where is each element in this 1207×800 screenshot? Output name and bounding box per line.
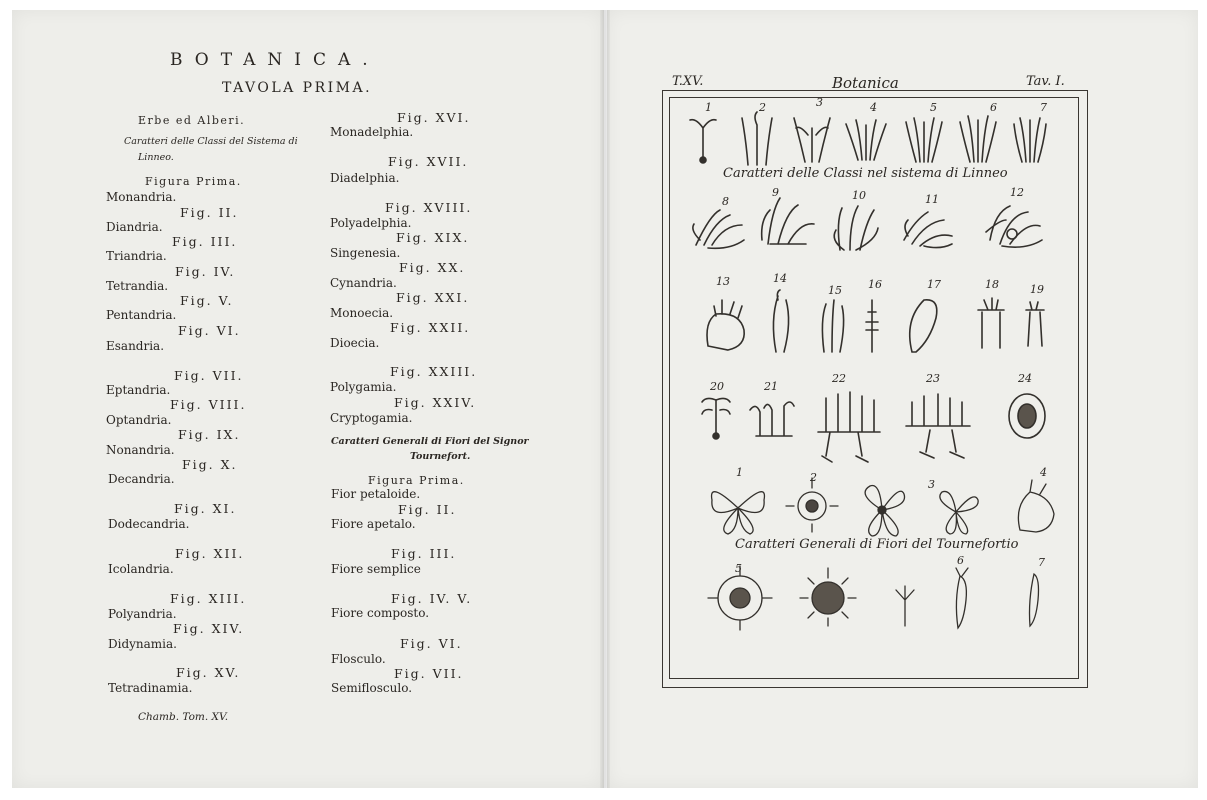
class-name: Optandria. bbox=[106, 413, 172, 427]
figure-number: 17 bbox=[927, 278, 941, 291]
class-name: Cryptogamia. bbox=[330, 411, 413, 425]
figure-label: Fig. XXII. bbox=[390, 320, 471, 335]
tournefort-heading-line1: Caratteri Generali di Fiori del Signor bbox=[331, 436, 529, 447]
class-name: Nonandria. bbox=[106, 443, 175, 457]
figure-number: 22 bbox=[832, 372, 846, 385]
figure-label: Fig. XVII. bbox=[388, 154, 469, 169]
class-name: Diandria. bbox=[106, 220, 163, 234]
stamen-figure-23 bbox=[906, 394, 970, 458]
figure-number: 23 bbox=[926, 372, 940, 385]
class-name: Tetradinamia. bbox=[108, 681, 193, 695]
figure-label: Fig. XV. bbox=[176, 665, 241, 680]
figure-number: 19 bbox=[1030, 283, 1044, 296]
figure-label: Fig. VI. bbox=[400, 636, 463, 651]
class-name: Fiore apetalo. bbox=[331, 517, 416, 531]
figure-number: 6 bbox=[957, 554, 964, 567]
stamen-figure-21 bbox=[750, 402, 794, 436]
plate-caption-linneo: Caratteri delle Classi nel sistema di Linneo bbox=[723, 166, 1008, 181]
stamen-figure-6 bbox=[960, 116, 996, 162]
stamen-figure-15 bbox=[822, 300, 843, 352]
figure-number: 1 bbox=[705, 101, 712, 114]
flower-apetalous-figure bbox=[786, 478, 838, 532]
figure-number: 3 bbox=[816, 96, 823, 109]
stamen-figure-22 bbox=[818, 392, 880, 462]
stamen-figure-5 bbox=[906, 118, 942, 162]
page-subtitle: TAVOLA PRIMA. bbox=[222, 80, 373, 96]
figure-number: 2 bbox=[810, 471, 817, 484]
tournefort-heading-line2: Tournefort. bbox=[410, 451, 471, 462]
figure-number: 24 bbox=[1018, 372, 1032, 385]
class-name: Monadelphia. bbox=[330, 125, 414, 139]
figure-label: Fig. XIII. bbox=[170, 591, 247, 606]
class-name: Dodecandria. bbox=[108, 517, 190, 531]
class-name: Fior petaloide. bbox=[331, 487, 421, 501]
class-name: Eptandria. bbox=[106, 383, 171, 397]
flower-composite-figure bbox=[708, 566, 772, 630]
class-name: Triandria. bbox=[106, 249, 167, 263]
figure-label: Fig. IV. V. bbox=[391, 591, 473, 606]
figure-number: 7 bbox=[1040, 101, 1047, 114]
figure-label: Fig. VIII. bbox=[170, 397, 247, 412]
plate-caption-tournefort: Caratteri Generali di Fiori del Tournefortio bbox=[735, 537, 1019, 552]
figure-number: 9 bbox=[772, 186, 779, 199]
figure-label: Fig. III. bbox=[391, 546, 457, 561]
figure-label: Fig. III. bbox=[172, 234, 238, 249]
figure-label: Fig. XX. bbox=[399, 260, 466, 275]
figure-label: Fig. XVI. bbox=[397, 110, 471, 125]
section-note-line2: Linneo. bbox=[138, 152, 174, 163]
figure-number: 20 bbox=[710, 380, 724, 393]
class-name: Polyadelphia. bbox=[330, 216, 412, 230]
figure-label: Fig. XIV. bbox=[173, 621, 245, 636]
plate-number: Tav. I. bbox=[1026, 74, 1065, 89]
stamen-figure-14 bbox=[773, 290, 788, 352]
flower-simple-figure bbox=[865, 486, 904, 537]
figure-number: 15 bbox=[828, 284, 842, 297]
stamen-figure-17 bbox=[910, 300, 937, 352]
flower-petaloid-figure bbox=[712, 492, 765, 534]
class-name: Monoecia. bbox=[330, 306, 394, 320]
flower-figure-4 bbox=[1018, 480, 1054, 532]
class-name: Diadelphia. bbox=[330, 171, 400, 185]
figure-number: 18 bbox=[985, 278, 999, 291]
fruit-figure-24 bbox=[1009, 394, 1045, 438]
page-footer: Chamb. Tom. XV. bbox=[138, 711, 229, 723]
class-name: Didynamia. bbox=[108, 637, 177, 651]
stamen-figure-13 bbox=[707, 300, 744, 350]
flower-figure-3 bbox=[940, 491, 978, 534]
floret-figure bbox=[896, 586, 914, 626]
figure-number: 7 bbox=[1038, 556, 1045, 569]
stamen-figure-1 bbox=[690, 120, 716, 163]
stamen-figure-16 bbox=[866, 300, 878, 352]
figure-number: 4 bbox=[870, 101, 877, 114]
figure-label: Fig. XXIV. bbox=[394, 395, 477, 410]
class-name: Flosculo. bbox=[331, 652, 386, 666]
plate-title: Botanica bbox=[832, 74, 899, 92]
stamen-figure-7 bbox=[1014, 118, 1046, 162]
class-name: Fiore semplice bbox=[331, 562, 421, 576]
figure-number: 6 bbox=[990, 101, 997, 114]
page-title: BOTANICA. bbox=[170, 50, 380, 70]
plate-volume: T.XV. bbox=[672, 74, 704, 89]
figure-number: 2 bbox=[759, 101, 766, 114]
class-name: Cynandria. bbox=[330, 276, 397, 290]
class-name: Icolandria. bbox=[108, 562, 174, 576]
class-name: Esandria. bbox=[106, 339, 165, 353]
class-name: Dioecia. bbox=[330, 336, 380, 350]
figure-number: 5 bbox=[735, 562, 742, 575]
figure-label: Fig. VII. bbox=[174, 368, 244, 383]
figure-label: Fig. XVIII. bbox=[385, 200, 473, 215]
figure-label: Fig. XIX. bbox=[396, 230, 470, 245]
stamen-figure-12 bbox=[986, 206, 1042, 247]
semifloret-figure-7 bbox=[1030, 574, 1039, 626]
stamen-figure-20 bbox=[702, 398, 730, 439]
figura-prima-heading: Figura Prima. bbox=[145, 175, 242, 188]
class-name: Polygamia. bbox=[330, 380, 397, 394]
class-name: Polyandria. bbox=[108, 607, 177, 621]
figura-prima-heading-2: Figura Prima. bbox=[368, 474, 465, 487]
figure-label: Fig. V. bbox=[180, 293, 234, 308]
figure-number: 5 bbox=[930, 101, 937, 114]
figure-label: Fig. II. bbox=[180, 205, 239, 220]
stamen-figure-10 bbox=[834, 206, 878, 250]
class-name: Tetrandia. bbox=[106, 279, 169, 293]
figure-number: 3 bbox=[928, 478, 935, 491]
class-name: Decandria. bbox=[108, 472, 175, 486]
flower-composite-figure-2 bbox=[800, 568, 856, 626]
floret-figure-6 bbox=[956, 568, 968, 628]
figure-number: 10 bbox=[852, 189, 866, 202]
figure-label: Fig. IV. bbox=[175, 264, 236, 279]
figure-label: Fig. II. bbox=[398, 502, 457, 517]
section-note-line1: Caratteri delle Classi del Sistema di bbox=[124, 136, 298, 147]
stamen-figure-11 bbox=[904, 212, 952, 248]
class-name: Pentandria. bbox=[106, 308, 177, 322]
figure-number: 21 bbox=[764, 380, 778, 393]
figure-label: Fig. XXIII. bbox=[390, 364, 478, 379]
figure-label: Fig. XII. bbox=[175, 546, 245, 561]
figure-number: 8 bbox=[722, 195, 729, 208]
figure-label: Fig. X. bbox=[182, 457, 238, 472]
stamen-figure-3 bbox=[794, 118, 830, 162]
figure-number: 12 bbox=[1010, 186, 1024, 199]
figure-number: 11 bbox=[925, 193, 939, 206]
figure-number: 14 bbox=[773, 272, 787, 285]
class-name: Semiflosculo. bbox=[331, 681, 413, 695]
class-name: Fiore composto. bbox=[331, 606, 430, 620]
figure-number: 16 bbox=[868, 278, 882, 291]
stamen-figure-4 bbox=[846, 120, 886, 160]
figure-label: Fig. XI. bbox=[174, 501, 237, 516]
stamen-figure-2 bbox=[742, 112, 772, 165]
class-name: Monandria. bbox=[106, 190, 177, 204]
figure-label: Fig. XXI. bbox=[396, 290, 470, 305]
section-heading: Erbe ed Alberi. bbox=[138, 114, 246, 127]
figure-number: 1 bbox=[736, 466, 743, 479]
stamen-figure-8 bbox=[693, 210, 744, 248]
figure-label: Fig. IX. bbox=[178, 427, 241, 442]
figure-number: 13 bbox=[716, 275, 730, 288]
stamen-figure-19 bbox=[1026, 302, 1044, 346]
figure-label: Fig. VII. bbox=[394, 666, 464, 681]
figure-number: 4 bbox=[1040, 466, 1047, 479]
figure-label: Fig. VI. bbox=[178, 323, 241, 338]
stamen-figure-18 bbox=[978, 298, 1004, 348]
class-name: Singenesia. bbox=[330, 246, 401, 260]
stamen-figure-9 bbox=[762, 198, 814, 244]
